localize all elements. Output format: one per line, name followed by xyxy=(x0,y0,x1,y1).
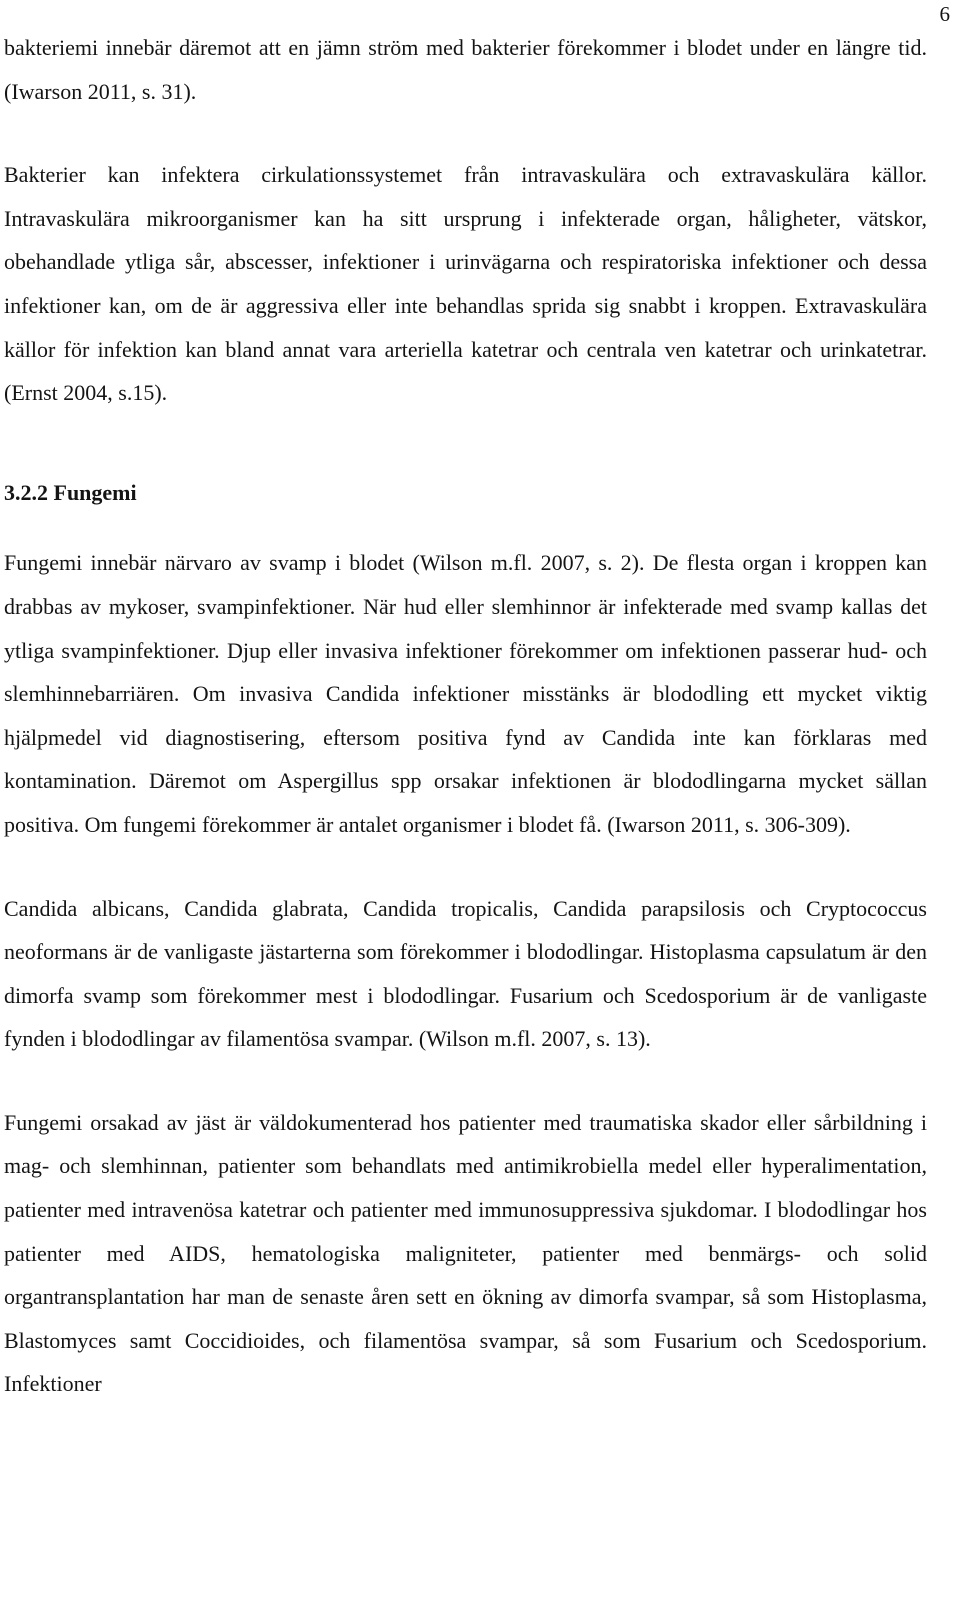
paragraph-gap xyxy=(4,1061,927,1101)
paragraph-jastarter: Candida albicans, Candida glabrata, Candida tropicalis, Candida parapsilosis och Cryptococcus neoformans är de vanligaste jästarterna som förekommer i blododlingar. Histoplasma capsulatum är den dimorfa svamp som förekommer mest i blododlingar. Fusarium och Scedosporium är de vanligaste fynden i blododlingar av filamentösa svampar. (Wilson m.fl. 2007, s. 13). xyxy=(4,895,927,1052)
heading-gap xyxy=(4,514,927,541)
paragraph-cirkulation: Bakterier kan infektera cirkulationssystemet från intravaskulära och extravaskulära källor. Intravaskulära mikroorganismer kan ha sitt ursprung i infekterade organ, håligheter, vätskor, obehandlade ytliga sår, abscesser, infektioner i urinvägarna och respiratoriska infektioner och dessa infektioner kan, om de är aggressiva eller inte behandlas sprida sig snabbt i kroppen. Extravaskulära källor för infektion kan bland annat vara arteriella katetrar och centrala ven katetrar och urinkatetrar. (Ernst 2004, s.15). xyxy=(4,162,927,406)
document-body xyxy=(4,26,927,1406)
page-number: 6 xyxy=(939,2,950,26)
section-heading-fungemi: 3.2.2 Fungemi xyxy=(4,479,137,505)
paragraph-patientgrupper: Fungemi orsakad av jäst är väldokumenterad hos patienter med traumatiska skador eller sårbildning i mag- och slemhinnan, patienter som behandlats med antimikrobiella medel eller hyperalimentation, patienter med intravenösa katetrar och patienter med immunosuppressiva sjukdomar. I blododlingar hos patienter med AIDS, hematologiska maligniteter, patienter med benmärgs- och solid organtransplantation har man de senaste åren sett en ökning av dimorfa svampar, så som Histoplasma, Blastomyces samt Coccidioides, och filamentösa svampar, så som Fusarium och Scedosporium. Infektioner xyxy=(4,1109,927,1397)
paragraph-gap xyxy=(4,113,927,153)
paragraph-fungemi-definition: Fungemi innebär närvaro av svamp i blodet (Wilson m.fl. 2007, s. 2). De flesta organ i kroppen kan drabbas av mykoser, svampinfektioner. När hud eller slemhinnor är infekterade med svamp kallas det ytliga svampinfektioner. Djup eller invasiva infektioner förekommer om infektionen passerar hud- och slemhinnebarriären. Om invasiva Candida infektioner misstänks är blododling ett mycket viktig hjälpmedel vid diagnostisering, eftersom positiva fynd av Candida inte kan förklaras med kontamination. Däremot om Aspergillus spp orsakar infektionen är blododlingarna mycket sällan positiva. Om fungemi förekommer är antalet organismer i blodet få. (Iwarson 2011, s. 306-309). xyxy=(4,550,927,837)
paragraph-bakteriemi: bakteriemi innebär däremot att en jämn ström med bakterier förekommer i blodet under en längre tid. (Iwarson 2011, s. 31). xyxy=(4,35,927,104)
section-gap xyxy=(4,415,927,471)
paragraph-gap xyxy=(4,847,927,887)
